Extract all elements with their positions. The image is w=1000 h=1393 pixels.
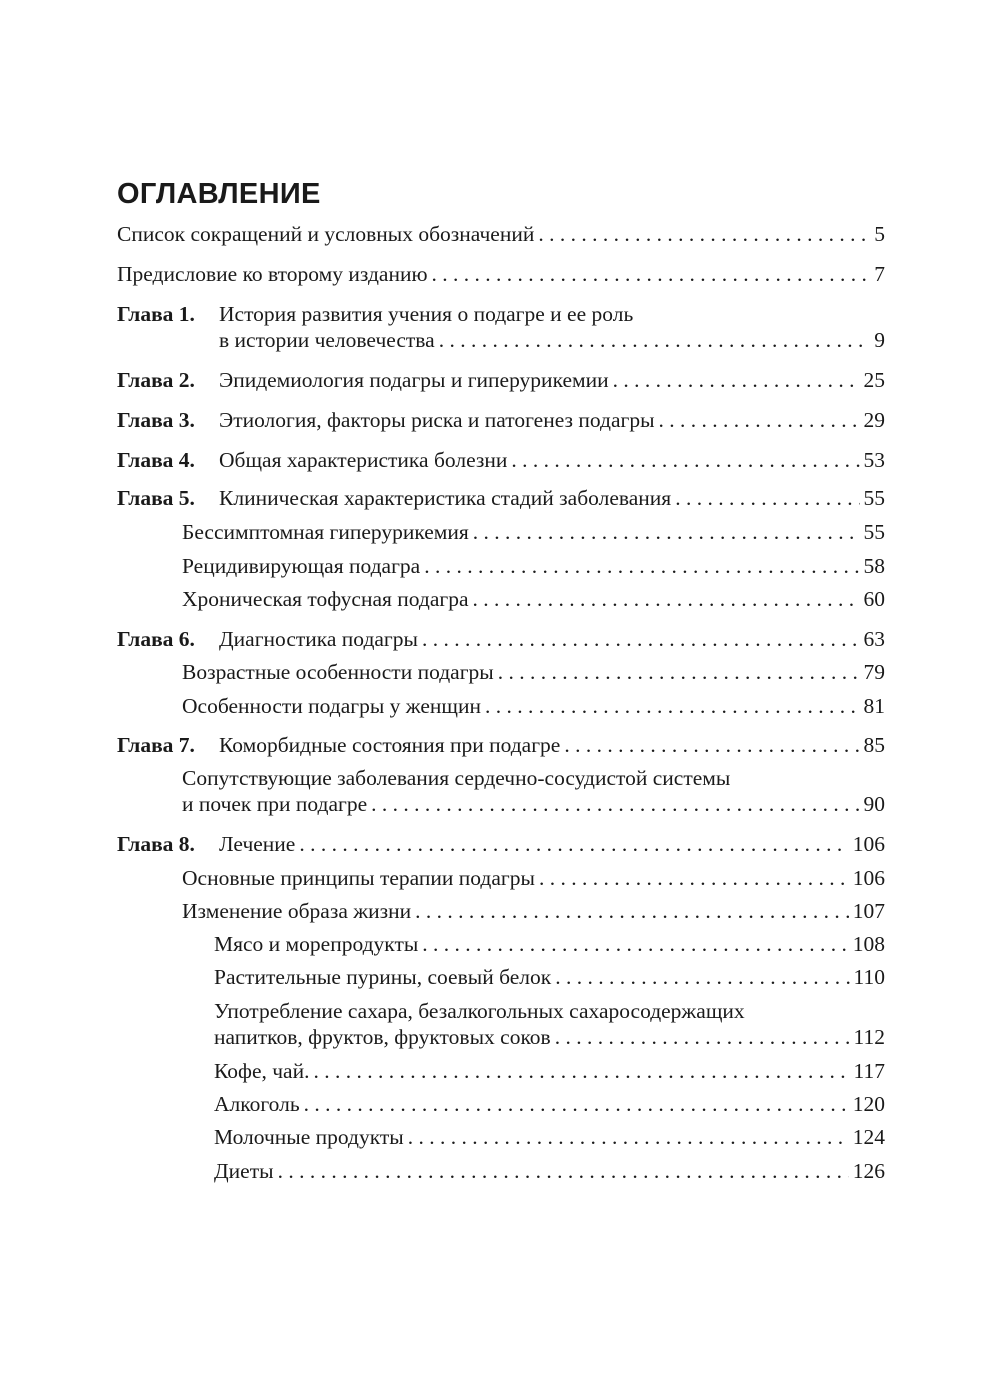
- dot-leader: [371, 792, 859, 817]
- dot-leader: [304, 1092, 849, 1117]
- toc-entry-title: Изменение образа жизни: [182, 899, 412, 923]
- dot-leader: [422, 627, 860, 652]
- dot-leader: [439, 328, 871, 353]
- chapter-label: Глава 4.: [117, 448, 195, 472]
- dot-leader: [659, 408, 860, 433]
- toc-entry[interactable]: [117, 262, 885, 296]
- toc-entry[interactable]: [117, 1159, 885, 1193]
- toc-entry[interactable]: [117, 660, 885, 694]
- toc-entry[interactable]: [117, 627, 885, 661]
- page-number: 120: [852, 1092, 885, 1116]
- toc-entry[interactable]: [117, 1092, 885, 1126]
- page-number: 7: [874, 262, 885, 286]
- toc-entry-title-line1: Употребление сахара, безалкогольных сахаросодержащих: [214, 999, 745, 1023]
- page-number: 55: [863, 486, 885, 510]
- toc-entry[interactable]: [117, 520, 885, 554]
- toc-entry[interactable]: [117, 554, 885, 588]
- dot-leader: [432, 262, 871, 287]
- toc-entry[interactable]: [117, 222, 885, 256]
- page-number: 5: [874, 222, 885, 246]
- page-number: 29: [863, 408, 885, 432]
- toc-entry-title: и почек при подагре: [182, 792, 368, 816]
- dot-leader: [422, 932, 848, 957]
- chapter-label: Глава 2.: [117, 368, 195, 392]
- page-number: 63: [863, 627, 885, 651]
- toc-entry-title: Этиология, факторы риска и патогенез подагры: [219, 408, 655, 432]
- toc-entry[interactable]: [117, 408, 885, 442]
- page-number: 9: [874, 328, 885, 352]
- toc-entry-title: Рецидивирующая подагра: [182, 554, 421, 578]
- page-number: 25: [863, 368, 885, 392]
- page-number: 117: [853, 1059, 885, 1083]
- page-number: 110: [853, 965, 885, 989]
- toc-entry-title: напитков, фруктов, фруктовых соков: [214, 1025, 551, 1049]
- toc-entry-title: Общая характеристика болезни: [219, 448, 508, 472]
- toc-entry[interactable]: [117, 694, 885, 728]
- page-number: 108: [852, 932, 885, 956]
- page-title: ОГЛАВЛЕНИЕ: [117, 178, 321, 210]
- dot-leader: [555, 1025, 850, 1050]
- toc-entry[interactable]: [117, 899, 885, 933]
- chapter-label: Глава 1.: [117, 302, 195, 326]
- dot-leader: [511, 448, 859, 473]
- toc-entry-title: Эпидемиология подагры и гиперурикемии: [219, 368, 609, 392]
- toc-entry-title: Растительные пурины, соевый белок: [214, 965, 552, 989]
- toc-entry[interactable]: [117, 587, 885, 621]
- toc-entry[interactable]: [117, 733, 885, 767]
- page-number: 107: [852, 899, 885, 923]
- dot-leader: [555, 965, 849, 990]
- page-number: 126: [852, 1159, 885, 1183]
- toc-entry-title: Возрастные особенности подагры: [182, 660, 494, 684]
- dot-leader: [299, 832, 848, 857]
- toc-entry-title-line1: Сопутствующие заболевания сердечно-сосудистой системы: [182, 766, 731, 790]
- dot-leader: [278, 1159, 849, 1184]
- toc-entry-title: Коморбидные состояния при подагре: [219, 733, 561, 757]
- toc-entry[interactable]: [117, 368, 885, 402]
- toc-entry-title: Диеты: [214, 1159, 274, 1183]
- toc-entry-title: Предисловие ко второму изданию: [117, 262, 428, 286]
- toc-entry-title: в истории человечества: [219, 328, 435, 352]
- chapter-label: Глава 7.: [117, 733, 195, 757]
- toc-entry-title: Лечение: [219, 832, 296, 856]
- toc-entry-title: Мясо и морепродукты: [214, 932, 419, 956]
- dot-leader: [538, 222, 870, 247]
- dot-leader: [313, 1059, 849, 1084]
- page-number: 58: [863, 554, 885, 578]
- toc-entry-title: Кофе, чай.: [214, 1059, 310, 1083]
- chapter-label: Глава 3.: [117, 408, 195, 432]
- dot-leader: [415, 899, 849, 924]
- toc-entry-title: Алкоголь: [214, 1092, 300, 1116]
- toc-entry[interactable]: [117, 832, 885, 866]
- toc-entry[interactable]: [117, 866, 885, 900]
- toc-entry[interactable]: [117, 302, 885, 352]
- dot-leader: [539, 866, 849, 891]
- chapter-label: Глава 5.: [117, 486, 195, 510]
- dot-leader: [424, 554, 859, 579]
- toc-entry[interactable]: [117, 965, 885, 999]
- toc-entry-title-line1: История развития учения о подагре и ее роль: [219, 302, 634, 326]
- page-number: 55: [863, 520, 885, 544]
- dot-leader: [675, 486, 859, 511]
- page-number: 81: [863, 694, 885, 718]
- dot-leader: [408, 1125, 849, 1150]
- toc-entry[interactable]: [117, 999, 885, 1049]
- toc-entry[interactable]: [117, 486, 885, 520]
- toc-entry-title: Список сокращений и условных обозначений: [117, 222, 535, 246]
- toc-entry-title: Молочные продукты: [214, 1125, 404, 1149]
- page-number: 90: [863, 792, 885, 816]
- page-number: 106: [852, 832, 885, 856]
- dot-leader: [498, 660, 860, 685]
- toc-entry[interactable]: [117, 1125, 885, 1159]
- page-number: 112: [853, 1025, 885, 1049]
- toc-entry[interactable]: [117, 932, 885, 966]
- dot-leader: [564, 733, 859, 758]
- page-number: 85: [863, 733, 885, 757]
- toc-entry-title: Бессимптомная гиперурикемия: [182, 520, 469, 544]
- page-number: 79: [863, 660, 885, 684]
- page-number: 106: [852, 866, 885, 890]
- toc-entry-title: Клиническая характеристика стадий заболевания: [219, 486, 672, 510]
- toc-entry[interactable]: [117, 448, 885, 482]
- toc-entry-title: Хроническая тофусная подагра: [182, 587, 469, 611]
- toc-entry[interactable]: [117, 766, 885, 816]
- page-number: 124: [852, 1125, 885, 1149]
- toc-entry-title: Основные принципы терапии подагры: [182, 866, 535, 890]
- chapter-label: Глава 8.: [117, 832, 195, 856]
- dot-leader: [485, 694, 860, 719]
- page-number: 53: [863, 448, 885, 472]
- chapter-label: Глава 6.: [117, 627, 195, 651]
- page-number: 60: [863, 587, 885, 611]
- dot-leader: [473, 587, 860, 612]
- toc-entry-title: Диагностика подагры: [219, 627, 418, 651]
- dot-leader: [473, 520, 860, 545]
- toc-entry[interactable]: [117, 1059, 885, 1093]
- toc-entry-title: Особенности подагры у женщин: [182, 694, 481, 718]
- dot-leader: [613, 368, 860, 393]
